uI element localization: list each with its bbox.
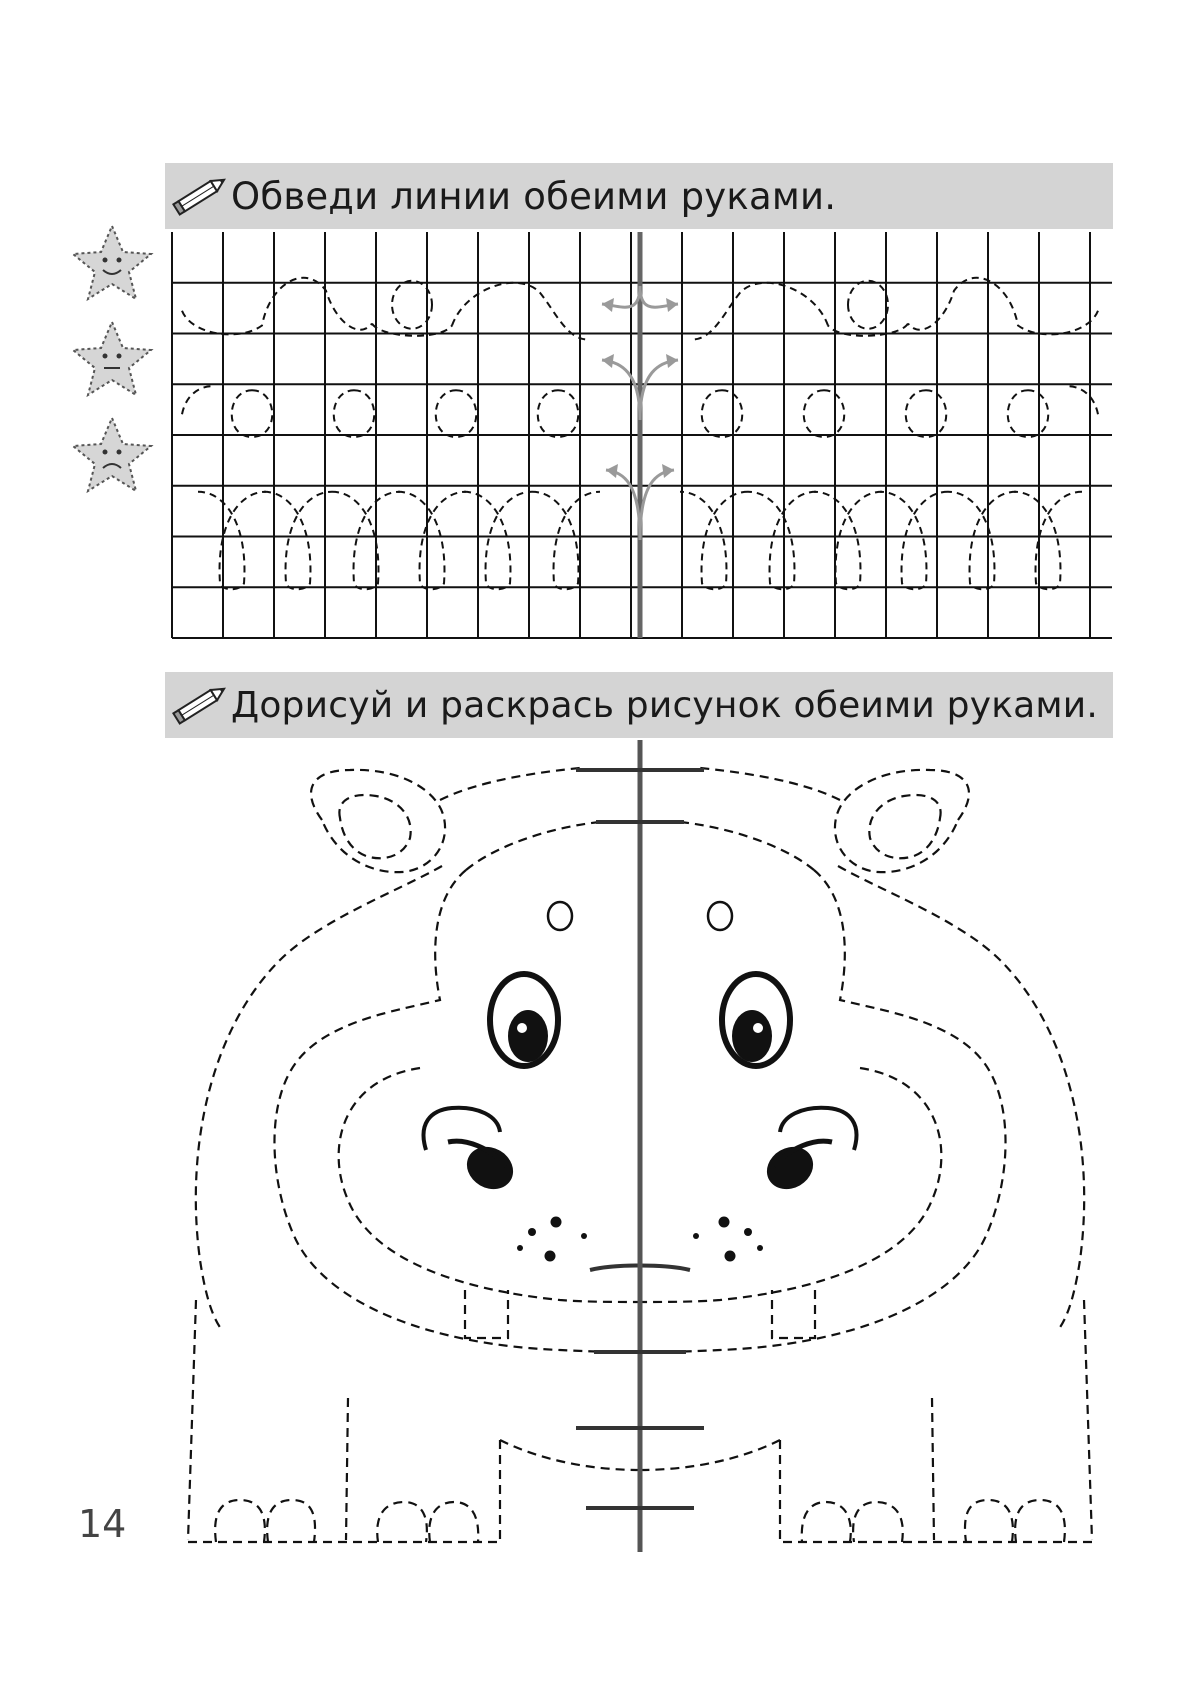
task2-instruction: Дорисуй и раскрась рисунок обеими руками. — [231, 684, 1099, 726]
page-number: 14 — [78, 1502, 127, 1546]
task1-instruction: Обведи линии обеими руками. — [231, 174, 837, 218]
hippo-right-half[interactable] — [640, 768, 1092, 1542]
hippo-left-half[interactable] — [188, 768, 640, 1542]
